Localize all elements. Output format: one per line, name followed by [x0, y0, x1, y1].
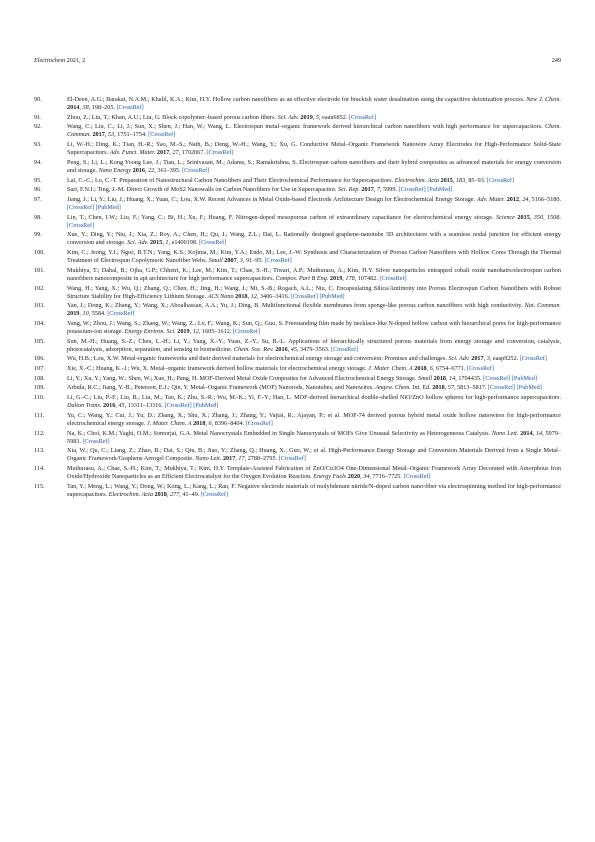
reference-italic-segment: Sci. Adv. — [127, 239, 149, 247]
reference-year: 2017 — [361, 186, 374, 194]
reference-segment: , 5979–5983. — [67, 429, 561, 445]
reference-number: 96. — [34, 186, 42, 194]
reference-segment: Xie, X.-C.; Huang, K.-J.; Wu, X. Metal–organic framework derived hollow materials for electrochemical energy storage. — [67, 365, 369, 373]
reference-number: 112. — [34, 429, 45, 437]
reference-item — [34, 123, 561, 139]
reference-italic-segment: Dalton Trans. — [67, 402, 102, 410]
reference-segment: , — [79, 310, 83, 318]
reference-segment: , — [144, 166, 149, 174]
reference-text — [67, 267, 561, 282]
reference-link[interactable]: [CrossRef] — [199, 239, 227, 247]
reference-item — [34, 214, 561, 230]
reference-segment: Yang, W.; Zhou, J.; Wang, S.; Zhang, W.; Wang, Z.; Lv, F.; Wang, K.; Sun, Q.; Guo, S. Freestanding film made by necklace-like N-doped hollow carbon with hierarchical pores for high-performance potassium-ion storage. — [67, 320, 561, 336]
reference-segment: , 5999. — [379, 186, 399, 194]
reference-text — [67, 123, 561, 138]
reference-segment: , 361–395. — [154, 166, 183, 174]
reference-item — [34, 231, 561, 247]
reference-text — [67, 447, 561, 462]
reference-link[interactable]: [CrossRef] — [164, 402, 192, 410]
reference-segment: , 1704435. — [455, 374, 484, 382]
reference-segment: , — [287, 345, 291, 353]
reference-year: 2016 — [102, 402, 116, 410]
reference-text — [67, 355, 547, 362]
reference-number: 101. — [34, 266, 45, 274]
reference-number: 111. — [34, 411, 45, 419]
reference-year: 2015 — [517, 213, 530, 221]
reference-link[interactable]: [CrossRef] — [148, 131, 176, 139]
reference-italic-segment: Sci. Rep. — [338, 186, 360, 194]
reference-link[interactable]: [PubMed] — [319, 292, 345, 300]
page-number: 249 — [551, 57, 561, 64]
reference-link[interactable]: [PubMed] — [193, 402, 219, 410]
reference-text — [67, 114, 376, 121]
reference-segment: , — [166, 490, 170, 498]
reference-segment: Sari, F.N.I.; Ting, J.-M. Direct Growth of MoS2 Nanowalls on Carbon Nanofibers for Use in Supercapacitor. — [67, 186, 339, 194]
reference-italic-segment: 24 — [522, 195, 529, 203]
reference-italic-segment: Angew. Chem. Int. Ed. — [375, 384, 431, 392]
reference-italic-segment: 6 — [208, 419, 212, 427]
reference-italic-segment: Compos. Part B Eng. — [275, 274, 329, 282]
reference-link[interactable]: [CrossRef] — [206, 149, 234, 157]
reference-segment: Muthurasu, A.; Chae, S.-H.; Kim, T.; Mukhiya, T.; Kim, H.Y. Template-Assisted Fabrication of ZnO/Co3O4 One-Dimensional Metal–Organic Framework Array Decorated with Amorphous Iron Oxide/Hydroxide Nanoparticles as an Efficient Electrocatalyst for the Oxygen Evolution Reaction. — [67, 464, 561, 481]
reference-item — [34, 355, 561, 363]
reference-segment: , — [529, 213, 534, 221]
reference-list — [34, 96, 561, 500]
reference-italic-segment: Energy Fuels — [313, 473, 347, 481]
reference-link[interactable]: [CrossRef] — [466, 365, 494, 373]
reference-year: 2018 — [432, 384, 445, 392]
reference-year: 2019 — [300, 113, 313, 121]
reference-year: 2017 — [156, 149, 170, 157]
reference-segment: , 1508. — [543, 213, 562, 221]
reference-segment: , — [236, 257, 240, 265]
reference-number: 102. — [34, 284, 45, 292]
reference-italic-segment: 27 — [172, 149, 179, 157]
journal-year-volume: 2021, 2 — [66, 57, 86, 64]
reference-segment: Xue, Y.; Ding, Y.; Niu, J.; Xia, Z.; Roy, A.; Chen, H.; Qu, J.; Wang, Z.L.; Dai, L. Rationally designed graphene-nanotube 3D architectures with a seamless nodal junction for efficient energy conversion and storage. — [67, 231, 561, 247]
reference-text — [67, 177, 514, 184]
reference-segment: , — [446, 374, 450, 382]
reference-italic-segment: 178 — [345, 274, 355, 282]
reference-text — [67, 394, 561, 409]
reference-year: 2018 — [433, 374, 447, 382]
reference-item — [34, 177, 561, 185]
reference-italic-segment: 183 — [455, 176, 466, 184]
reference-text — [67, 412, 561, 427]
reference-segment: , 85–93. — [465, 176, 487, 184]
reference-item — [34, 394, 561, 410]
reference-italic-segment: 5 — [315, 113, 319, 121]
reference-link[interactable]: [PubMed] — [95, 203, 121, 211]
reference-text — [67, 196, 561, 211]
reference-segment: , — [312, 113, 316, 121]
reference-segment: , 7716–7725. — [369, 473, 404, 481]
reference-segment: Zhou, Z.; Liu, T.; Khan, A.U.; Liu, G. Block copolymer–based porous carbon fibers. — [67, 113, 278, 121]
reference-number: 115. — [34, 482, 45, 490]
reference-segment: Lin, T.; Chen, I.W.; Liu, F.; Yang, C.; Bi, H.; Xu, F.; Huang, F. Nitrogen-doped mesoporous carbon of extraordinary capacitance for electrochemical energy storage. — [67, 213, 497, 221]
reference-text — [67, 483, 561, 498]
reference-year: 2016 — [275, 345, 288, 353]
reference-item — [34, 249, 561, 265]
reference-italic-segment: Chem. Commun. — [67, 123, 561, 139]
reference-text — [67, 249, 561, 264]
reference-italic-segment: Adv. Funct. Mater. — [109, 149, 156, 157]
reference-text — [67, 214, 561, 229]
reference-number: 106. — [34, 355, 45, 363]
reference-italic-segment: Small — [417, 374, 433, 382]
reference-segment: , — [189, 328, 193, 336]
reference-link[interactable]: [CrossRef] — [398, 186, 426, 194]
reference-segment: , e1400198. — [168, 239, 200, 247]
reference-number: 93. — [34, 141, 42, 149]
reference-segment: , eaap9252. — [489, 355, 520, 363]
reference-number: 104. — [34, 320, 45, 327]
reference-italic-segment: 3 — [486, 355, 490, 363]
reference-italic-segment: Electrochim. Acta — [108, 490, 153, 498]
reference-year: 2015 — [440, 176, 453, 184]
reference-link[interactable]: [CrossRef] — [486, 176, 515, 184]
reference-segment: , — [519, 195, 523, 203]
reference-text — [67, 231, 561, 246]
reference-number: 95. — [34, 176, 42, 184]
reference-link[interactable]: [CrossRef] — [245, 419, 273, 427]
reference-link[interactable]: [CrossRef] — [331, 345, 359, 353]
reference-link[interactable]: [CrossRef] — [67, 221, 95, 229]
reference-number: 107. — [34, 365, 45, 373]
reference-link[interactable]: [CrossRef] — [488, 384, 516, 392]
reference-italic-segment: Nano Lett. — [195, 455, 222, 463]
reference-item — [34, 465, 561, 481]
reference-text — [67, 302, 561, 317]
reference-segment: , 41–49. — [179, 490, 201, 498]
reference-link[interactable]: [CrossRef] — [403, 473, 431, 481]
reference-segment: El-Deen, A.G.; Barakat, N.A.M.; Khalil, K.A.; Kim, H.Y. Hollow carbon nanofibers as an effective electrode for brackish water desalination using the capacitive deionization process. — [67, 96, 527, 103]
reference-link[interactable]: [CrossRef] — [82, 437, 110, 445]
reference-segment: , — [104, 131, 108, 139]
journal-name: Electrochem — [34, 57, 66, 64]
reference-item — [34, 267, 561, 283]
reference-link[interactable]: [CrossRef] — [379, 274, 407, 282]
reference-segment: , 3406–3416. — [256, 292, 291, 300]
reference-link[interactable]: [CrossRef] — [519, 355, 547, 363]
reference-italic-segment: 22 — [148, 166, 155, 174]
reference-year: 2014 — [67, 104, 80, 112]
running-header — [34, 56, 561, 66]
reference-segment: , — [452, 176, 456, 184]
reference-item — [34, 483, 561, 499]
reference-segment: Li, W.-H.; Ding, K.; Tian, H.-R.; Yao, M.-S.; Nath, B.; Deng, W.-H.; Wang, Y.; Xu, G. Conductive Metal–Organic Framework Nanowire Array Electrodes for High-Performance Solid-State Supercapacitors. — [67, 141, 561, 157]
reference-number: 103. — [34, 302, 45, 310]
reference-italic-segment: 57 — [447, 384, 454, 392]
reference-segment: Yu, C.; Wang, Y.; Cui, J.; Yu, D.; Zhang, X.; Shu, X.; Zhang, J.; Zhang, Y.; Vajtai, R.; Ajayan, P.; et al. MOF-74 derived porous hybrid metal oxide hollow nanowires for high-performance electrochemical energy storage. — [67, 411, 561, 427]
reference-item — [34, 159, 561, 175]
reference-segment: , — [205, 419, 209, 427]
reference-segment: , — [532, 429, 536, 437]
reference-item — [34, 186, 561, 194]
reference-number: 110. — [34, 394, 45, 402]
reference-segment: , — [235, 455, 239, 463]
reference-text — [67, 320, 561, 335]
reference-link[interactable]: [PubMed] — [511, 374, 537, 382]
reference-year: 2017 — [471, 355, 484, 363]
reference-link[interactable]: [CrossRef] — [483, 374, 511, 382]
reference-link[interactable]: [CrossRef] — [278, 455, 306, 463]
reference-italic-segment: 277 — [169, 490, 180, 498]
reference-year: 2017 — [92, 131, 105, 139]
reference-segment: Kim, C.; Jeong, Y.I.; Ngoc, B.T.N.; Yang, K.S.; Kojima, M.; Kim, Y.A.; Endo, M.; Lee, J.-W. Synthesis and Characterization of Porous Carbon Nanofibers with Hollow Cores Through the Thermal Treatment of Electrospun Copolymeric Nanofiber Webs. — [67, 249, 561, 265]
reference-segment: , — [483, 355, 487, 363]
reference-year: 2020 — [347, 473, 361, 481]
reference-item — [34, 141, 561, 157]
reference-text — [67, 285, 561, 300]
reference-item — [34, 365, 561, 373]
reference-link[interactable]: [CrossRef] — [107, 310, 135, 318]
reference-italic-segment: Chem. Soc. Rev. — [233, 345, 274, 353]
reference-segment: Jiang, J.; Li, Y.; Liu, J.; Huang, X.; Yuan, C.; Lou, X.W. Recent Advances in Metal Oxide-based Electrode Architecture Design for Electrochemical Energy Storage. — [67, 195, 477, 203]
reference-segment: Li, Y.; Xu, Y.; Yang, W.; Shen, W.; Xue, H.; Pang, H. MOF-Derived Metal Oxide Composites for Advanced Electrochemical Energy Storage. — [67, 374, 418, 382]
reference-segment: , — [360, 473, 364, 481]
reference-italic-segment: 1 — [165, 239, 169, 247]
reference-italic-segment: 14 — [535, 429, 543, 437]
reference-link[interactable]: [PubMed] — [516, 384, 542, 392]
reference-year: 2019 — [67, 310, 80, 318]
reference-segment: , — [162, 239, 166, 247]
reference-link[interactable]: [CrossRef] — [264, 257, 292, 265]
reference-link[interactable]: [CrossRef] — [348, 113, 377, 121]
reference-italic-segment: Energy Environ. Sci. — [124, 328, 176, 336]
reference-italic-segment: Adv. Mater. — [476, 195, 506, 203]
reference-segment: Li, G.-C.; Liu, P.-F.; Liu, R.; Liu, M.; Tao, K.; Zhu, S.-R.; Wu, M.-K.; Yi, F.-Y.; Han, L. MOF-derived hierarchical double-shelled NiO/ZnO hollow spheres for high-performance supercapacitors. — [67, 394, 561, 402]
reference-year: 2019 — [177, 328, 190, 336]
reference-text — [67, 375, 537, 382]
reference-italic-segment: 350 — [533, 213, 544, 221]
reference-segment: Na, K.; Choi, K.M.; Yaghi, O.M.; Somorjai, G.A. Metal Nanocrystals Embedded in Single Nanocrystals of MOFs Give Unusual Selectivity as Heterogeneous Catalysts. — [67, 429, 492, 437]
reference-segment: , — [247, 292, 251, 300]
reference-year: 2018 — [193, 419, 206, 427]
reference-link[interactable]: [CrossRef] — [232, 328, 261, 336]
reference-segment: Tan, Y.; Meng, L.; Wang, Y.; Dong, W.; Kong, L.; Kang, L.; Ran, F. Negative electrode materials of molybdenum nitride/N-doped carbon nano-fiber via electrospinning method for high-performance supercapacitors. — [67, 482, 561, 498]
reference-number: 97. — [34, 195, 42, 203]
reference-italic-segment: 53 — [107, 131, 115, 139]
reference-segment: Sun, M.-H.; Huang, S.-Z.; Chen, L.-H.; Li, Y.; Yang, X.-Y.; Yuan, Z.-Y.; Su, B.-L. Applications of hierarchically structured porous materials from energy storage and conversion, catalysis, photocatalysis, adsorption, separation, and sensing to biomedicine. — [67, 337, 561, 353]
reference-segment: , 91–95. — [242, 257, 265, 265]
reference-number: 105. — [34, 337, 45, 345]
reference-italic-segment: Nano Lett. — [491, 429, 519, 437]
reference-italic-segment: 3 — [239, 257, 243, 265]
reference-italic-segment: 7 — [376, 186, 380, 194]
reference-italic-segment: 12 — [192, 328, 199, 336]
reference-text — [67, 186, 452, 193]
reference-segment: , 6754–6771. — [432, 365, 467, 373]
reference-text — [67, 141, 561, 156]
reference-italic-segment: 45 — [290, 345, 297, 353]
reference-number: 94. — [34, 158, 42, 166]
reference-segment: Wu, H.B.; Lou, X.W. Metal-organic frameworks and their derived materials for electrochemical energy storage and conversion: Promises and challenges. — [67, 355, 449, 363]
reference-italic-segment: Nano Energy — [98, 166, 132, 174]
reference-link[interactable]: [CrossRef] — [290, 292, 318, 300]
reference-year: 2019 — [329, 274, 343, 282]
reference-segment: , — [169, 149, 173, 157]
reference-segment: , 5584. — [88, 310, 108, 318]
reference-number: 99. — [34, 231, 42, 239]
reference-item — [34, 412, 561, 428]
reference-segment: , — [115, 402, 119, 410]
reference-italic-segment: 10 — [82, 310, 89, 318]
reference-italic-segment: 34 — [363, 473, 370, 481]
reference-segment: Arbulu, R.C.; Jiang, Y.-B.; Peterson, E.J.; Qin, Y. Metal–Organic Framework (MOF) Nanorods, Nanotubes, and Nanowires. — [67, 384, 376, 392]
reference-year: 2014 — [520, 429, 533, 437]
journal-citation — [34, 56, 85, 66]
reference-year: 2012 — [506, 195, 520, 203]
reference-segment: , 3479–3563. — [296, 345, 332, 353]
reference-segment: , — [373, 186, 377, 194]
reference-segment: Wang, C.; Liu, C.; Li, J.; Sun, X.; Shen, J.; Han, W.; Wang, L. Electrospun metal–organic framework derived hierarchical carbon nanofibers with high performance for supercapacitors. — [67, 123, 546, 131]
reference-segment: , 13311–13316. — [124, 402, 165, 410]
reference-year: 2015 — [149, 239, 163, 247]
reference-number: 100. — [34, 249, 45, 257]
reference-link[interactable]: [CrossRef] — [182, 166, 210, 174]
reference-item — [34, 375, 561, 383]
reference-segment: Lai, C.-C.; Lo, C.-T. Preparation of Nanostructural Carbon Nanofibers and Their Electrochemical Performance for Supercapacitors. — [67, 176, 395, 184]
reference-italic-segment: J. Mater. Chem. A — [146, 419, 192, 427]
reference-link[interactable]: [CrossRef] — [200, 490, 229, 498]
reference-year: 2016 — [132, 166, 145, 174]
reference-item — [34, 430, 561, 446]
reference-link[interactable]: [PubMed] — [427, 186, 453, 194]
reference-text — [67, 159, 561, 174]
reference-number: 114. — [34, 464, 45, 472]
reference-text — [67, 338, 561, 353]
reference-segment: , 2788–2795. — [244, 455, 279, 463]
reference-year: 2018 — [414, 365, 427, 373]
reference-segment: , — [444, 384, 448, 392]
reference-segment: Peng, S.; Li, L.; Kong Yoong Lee, J.; Tian, L.; Srinivasan, M.; Adams, S.; Ramakrishna, S. Electrospun carbon nanofibers and their hybrid composites as advanced materials for energy conversion and storage. — [67, 158, 561, 174]
reference-year: 2018 — [235, 292, 248, 300]
reference-text — [67, 465, 561, 480]
reference-item — [34, 114, 561, 122]
reference-segment: , 1605–1612. — [198, 328, 233, 336]
reference-number: 113. — [34, 447, 45, 455]
reference-text — [67, 430, 561, 445]
reference-italic-segment: ACS Nano — [207, 292, 234, 300]
reference-segment: , 5166–5180. — [528, 195, 562, 203]
reference-item — [34, 447, 561, 463]
reference-segment: , 1702067. — [178, 149, 207, 157]
reference-segment: , — [426, 365, 430, 373]
reference-year: 2018 — [154, 490, 167, 498]
reference-segment: Mukhiya, T.; Dahal, B.; Ojha, G.P.; Chhetri, K.; Lee, M.; Kim, T.; Chae, S.-H.; Tiwari, A.P.; Muthurasu, A.; Kim, H.Y. Silver nanoparticles entrapped cobalt oxide nanohairs/electrospun carbon nanofibers nanocomposite in apt architecture for high performance supercapacitors. — [67, 266, 561, 282]
reference-link[interactable]: [CrossRef] — [116, 104, 144, 112]
reference-year: 2007 — [224, 257, 237, 265]
reference-italic-segment: Small — [208, 257, 223, 265]
reference-number: 98. — [34, 213, 42, 221]
reference-item — [34, 96, 561, 112]
reference-italic-segment: 14 — [449, 374, 456, 382]
reference-item — [34, 285, 561, 301]
reference-segment: , — [79, 104, 83, 112]
reference-item — [34, 196, 561, 212]
reference-segment: , 198–205. — [88, 104, 117, 112]
reference-segment: Yan, J.; Dong, K.; Zhang, Y.; Wang, X.; Aboalhassan, A.A.; Yu, J.; Ding, B. Multifunctional flexible membranes from sponge-like porous carbon nanofibers with high conductivity. — [67, 302, 525, 310]
reference-item — [34, 302, 561, 318]
reference-number: 92. — [34, 123, 42, 131]
reference-number: 108. — [34, 374, 45, 382]
reference-text — [67, 384, 542, 391]
reference-item — [34, 338, 561, 354]
reference-segment: , 5813–5817. — [453, 384, 488, 392]
reference-italic-segment: 12 — [250, 292, 257, 300]
reference-number: 91. — [34, 113, 42, 121]
reference-italic-segment: 17 — [238, 455, 245, 463]
reference-segment: , 8396–8404. — [211, 419, 246, 427]
reference-number: 90. — [34, 96, 42, 103]
reference-number: 109. — [34, 384, 45, 392]
reference-segment: , eaau6852. — [318, 113, 349, 121]
reference-item — [34, 384, 561, 392]
reference-italic-segment: Sci. Adv. — [448, 355, 470, 363]
reference-italic-segment: Electrochim. Acta — [394, 176, 439, 184]
reference-text — [67, 96, 561, 111]
reference-segment: , 107482. — [354, 274, 380, 282]
reference-text — [67, 365, 494, 372]
reference-italic-segment: 6 — [429, 365, 433, 373]
reference-italic-segment: Science — [496, 213, 515, 221]
reference-italic-segment: J. Mater. Chem. A — [368, 365, 413, 373]
reference-italic-segment: Nat. Commun. — [524, 302, 561, 310]
reference-segment: Wang, H.; Yang, X.; Wu, Q.; Zhang, Q.; Chen, H.; Jing, H.; Wang, J.; Mi, S.-B.; Rogach, A.L.; Niu, C. Encapsulating Silica/Antimony into Porous Electrospun Carbon Nanofibers with Robust Structure Stability for High-Efficiency Lithium Storage. — [67, 284, 561, 300]
reference-italic-segment: Sci. Adv. — [277, 113, 299, 121]
reference-italic-segment: New J. Chem. — [526, 96, 561, 103]
reference-segment: , 1751–1754. — [114, 131, 149, 139]
reference-item — [34, 320, 561, 336]
reference-italic-segment: 38 — [82, 104, 89, 112]
reference-segment: Xia, W.; Qu, C.; Liang, Z.; Zhao, B.; Dai, S.; Qiu, B.; Jiao, Y.; Zhang, Q.; Huang, X.; Guo, W.; et al. High-Performance Energy Storage and Conversion Materials Derived from a Single Metal–Organic Framework/Graphene Aerogel Composite. — [67, 447, 561, 463]
reference-italic-segment: 45 — [118, 402, 125, 410]
reference-segment: , — [342, 274, 346, 282]
reference-year: 2017 — [222, 455, 236, 463]
reference-link[interactable]: [CrossRef] — [67, 203, 95, 211]
